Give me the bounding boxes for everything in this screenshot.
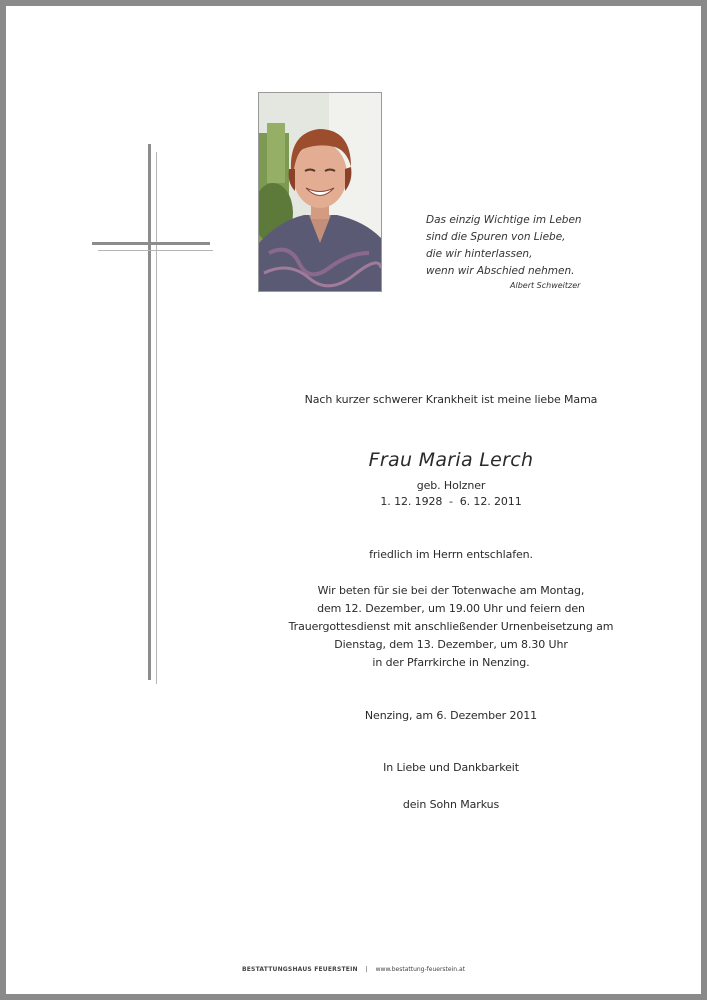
footer	[6, 966, 701, 973]
service-paragraph	[246, 582, 656, 672]
signature: dein Sohn Markus	[402, 798, 500, 811]
cross-vertical-bar	[148, 144, 151, 680]
service-line: Wir beten für sie bei der Totenwache am Montag,	[317, 584, 585, 597]
cross-horizontal-shadow	[98, 250, 213, 251]
service-line: Dienstag, dem 13. Dezember, um 8.30 Uhr	[334, 638, 568, 651]
passed-text: friedlich im Herrn entschlafen.	[369, 548, 533, 561]
life-dates: 1. 12. 1928 - 6. 12. 2011	[380, 495, 522, 508]
funeral-home-name: BESTATTUNGSHAUS FEUERSTEIN	[241, 966, 358, 973]
website-link[interactable]: www.bestattung-feuerstein.at	[375, 966, 465, 973]
quote-line: Das einzig Wichtige im Leben	[426, 214, 582, 226]
quote-line: die wir hinterlassen,	[426, 248, 533, 260]
portrait-photo	[258, 92, 382, 292]
footer-separator: |	[365, 966, 368, 973]
cross-vertical-shadow	[156, 152, 157, 684]
quote-line: sind die Spuren von Liebe,	[426, 231, 566, 243]
service-line: Trauergottesdienst mit anschließender Urnenbeisetzung am	[288, 620, 614, 633]
service-line: in der Pfarrkirche in Nenzing.	[372, 656, 530, 669]
cross-horizontal-bar	[92, 242, 210, 245]
intro-text: Nach kurzer schwerer Krankheit ist meine liebe Mama	[304, 393, 598, 406]
quote-author: Albert Schweitzer	[510, 281, 581, 290]
deceased-name: Frau Maria Lerch	[368, 449, 534, 471]
maiden-name: geb. Holzner	[416, 479, 486, 492]
service-line: dem 12. Dezember, um 19.00 Uhr und feiern den	[317, 602, 585, 615]
place-date: Nenzing, am 6. Dezember 2011	[364, 709, 538, 722]
closing-text: In Liebe und Dankbarkeit	[383, 761, 519, 774]
quote-block	[426, 212, 601, 280]
quote-line: wenn wir Abschied nehmen.	[426, 265, 575, 277]
